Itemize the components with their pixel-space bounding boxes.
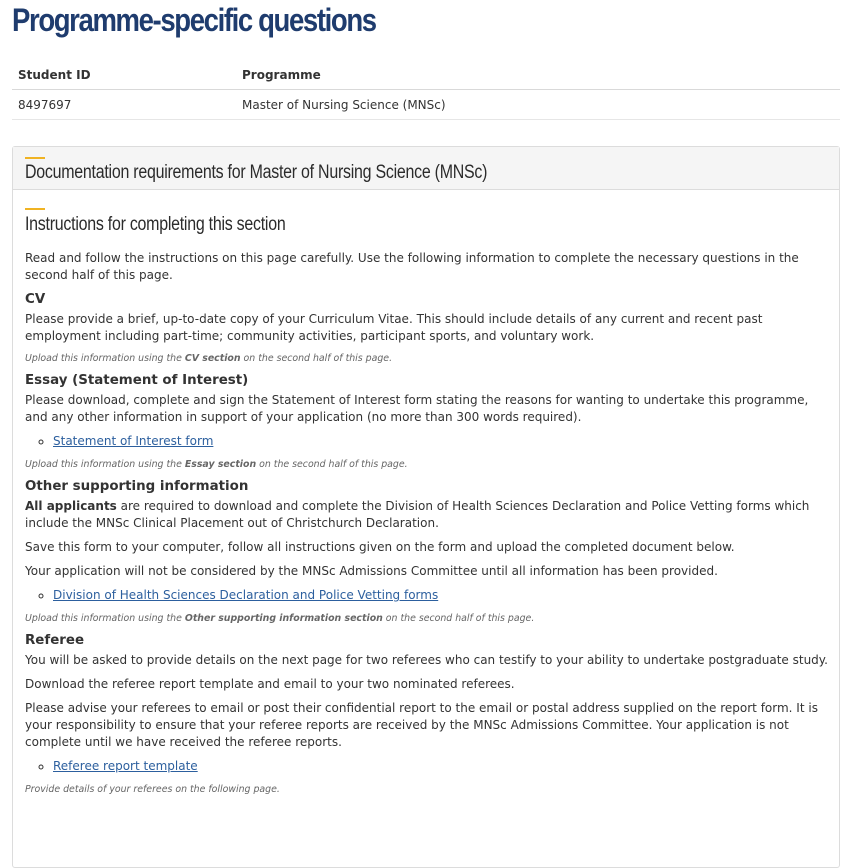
page-title: Programme-specific questions [12, 2, 376, 38]
table-header-row [12, 60, 840, 90]
referee-text-2: Download the referee report template and email to your two nominated referees. [25, 677, 515, 691]
documentation-panel [12, 146, 840, 868]
section-accent-bar [25, 208, 45, 210]
essay-links [25, 433, 829, 450]
programme-header: Programme [242, 67, 321, 82]
list-item [53, 758, 829, 775]
referee-heading: Referee [25, 633, 85, 648]
list-item [53, 587, 829, 604]
table-row [12, 90, 840, 120]
essay-heading: Essay (Statement of Interest) [25, 373, 249, 388]
essay-upload-note: Upload this information using the Essay section on the second half of this page. [25, 459, 408, 470]
student-id-value: 8497697 [18, 97, 72, 112]
student-id-header: Student ID [18, 67, 91, 82]
statement-of-interest-link[interactable]: Statement of Interest form [53, 434, 214, 448]
cv-upload-note: Upload this information using the CV section on the second half of this page. [25, 353, 393, 364]
instructions-content [25, 250, 829, 803]
other-links [25, 587, 829, 604]
referee-links [25, 758, 829, 775]
list-item [53, 433, 829, 450]
programme-value: Master of Nursing Science (MNSc) [242, 97, 446, 112]
intro-text: Read and follow the instructions on this page carefully. Use the following information to complete the necessary questions in the second half of this page. [25, 251, 799, 282]
referee-text-1: You will be asked to provide details on the next page for two referees who can testify to your ability to undertake postgraduate study. [25, 653, 828, 667]
other-heading: Other supporting information [25, 479, 249, 494]
declaration-forms-link[interactable]: Division of Health Sciences Declaration and Police Vetting forms [53, 588, 439, 602]
referee-template-link[interactable]: Referee report template [53, 759, 198, 773]
other-text-consider: Your application will not be considered by the MNSc Admissions Committee until all information has been provided. [25, 564, 718, 578]
other-text-save: Save this form to your computer, follow all instructions given on the form and upload the completed document below. [25, 540, 735, 554]
panel-accent-bar [25, 157, 45, 159]
panel-title: Documentation requirements for Master of Nursing Science (MNSc) [25, 162, 488, 183]
referee-note: Provide details of your referees on the following page. [25, 784, 280, 795]
referee-text-3: Please advise your referees to email or post their confidential report to the email or postal address supplied on the report form. It is your responsibility to ensure that your referee reports are received by the MNSc Admissions Committee. Your application is not complete until we have received the referee reports. [25, 701, 818, 749]
other-upload-note: Upload this information using the Other supporting information section on the second half of this page. [25, 613, 535, 624]
panel-header [13, 147, 839, 190]
other-text: All applicants are required to download and complete the Division of Health Sciences Declaration and Police Vetting forms which include the MNSc Clinical Placement out of Christchurch Declaration. [25, 499, 810, 530]
essay-text: Please download, complete and sign the Statement of Interest form stating the reasons for wanting to undertake this programme, and any other information in support of your application (no more than 300 words required). [25, 393, 809, 424]
section-title: Instructions for completing this section [25, 214, 286, 235]
cv-heading: CV [25, 292, 46, 307]
student-info-table [12, 60, 840, 120]
cv-text: Please provide a brief, up-to-date copy of your Curriculum Vitae. This should include details of any current and recent past employment including part-time; community activities, participant sports, and voluntary work. [25, 312, 763, 343]
